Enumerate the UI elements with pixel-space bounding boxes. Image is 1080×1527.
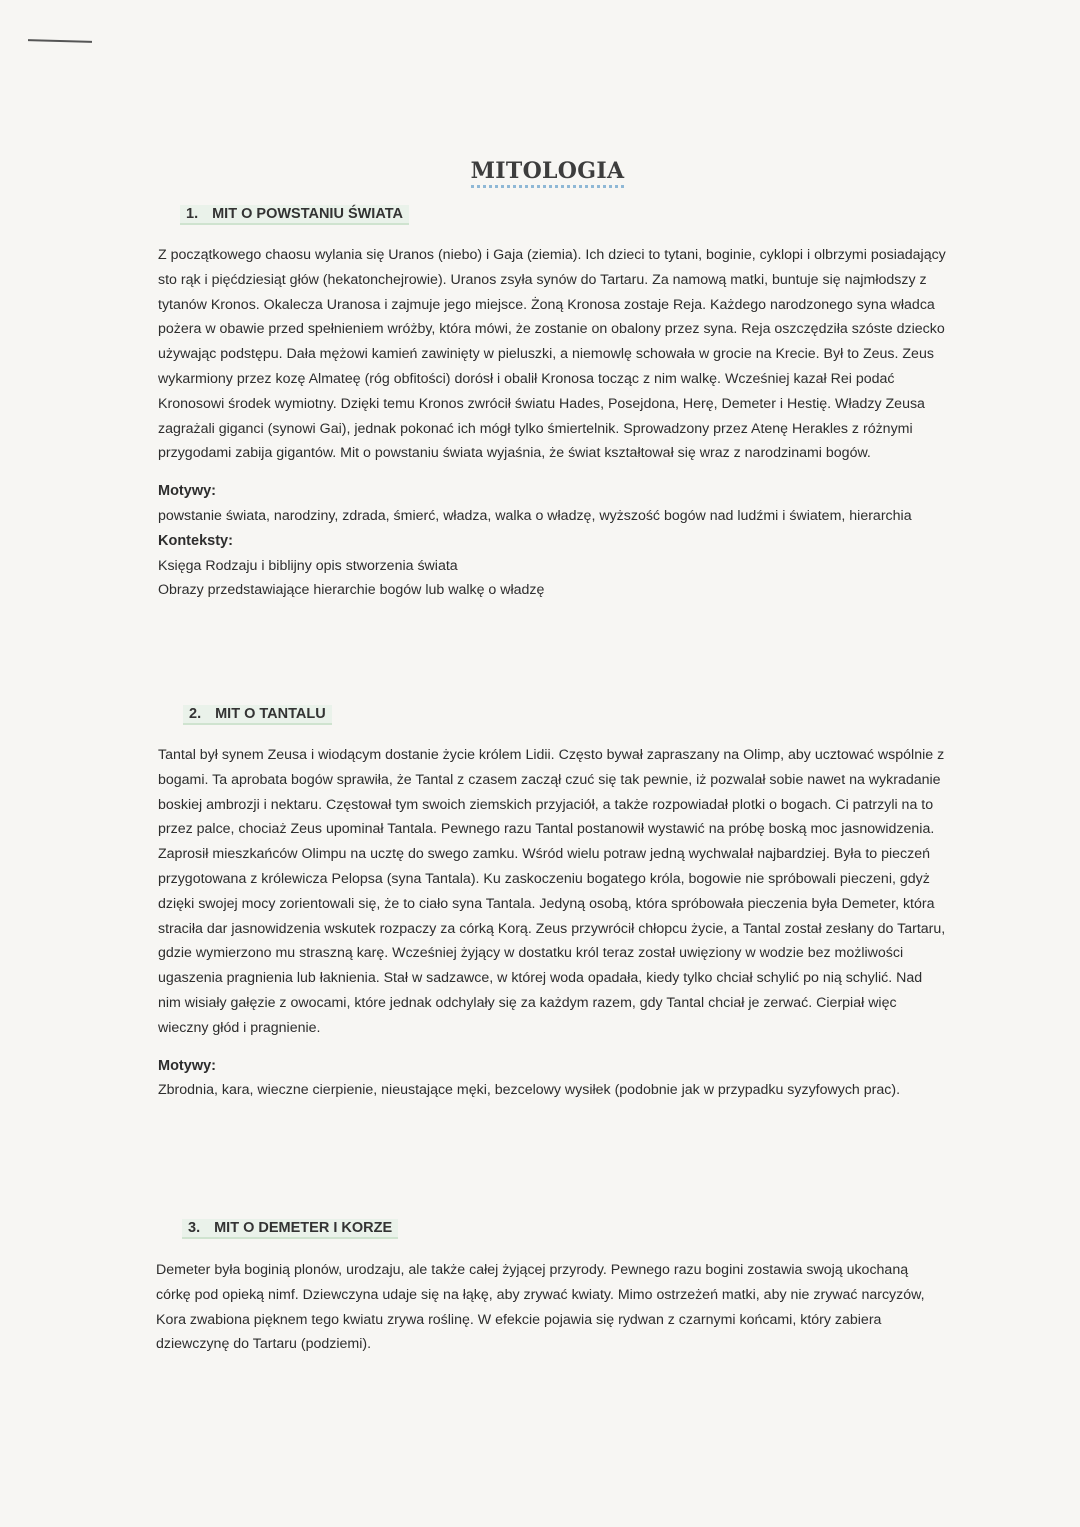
section-1-body [158,243,948,603]
section-1-context-item: Księga Rodzaju i biblijny opis stworzenia świata [158,557,458,574]
section-heading-3: 3. MIT O DEMETER I KORZE [182,1219,398,1239]
section-3-text: Demeter była boginią plonów, urodzaju, ale także całej żyjącej przyrody. Pewnego razu bogini zostawia swoją ukochaną córkę pod opieką nimf. Dziewczyna udaje się na łąkę, aby zrywać kwiaty. Mimo ostrzeżeń matki, aby nie zrywać narcyzów, Kora zwabiona pięknem tego kwiatu zrywa roślinę. W efekcie pojawia się rydwan z czarnymi końcami, który zabiera dziewczynę do Tartaru (podziemi). [156,1262,925,1353]
pen-mark [28,39,92,43]
section-1-motifs: powstanie świata, narodziny, zdrada, śmierć, władza, walka o władzę, wyższość bogów nad ludźmi i światem, hierarchia [158,507,912,524]
page-title: MITOLOGIA [0,158,1080,188]
section-2-motifs: Zbrodnia, kara, wieczne cierpienie, nieustające męki, bezcelowy wysiłek (podobnie jak w przypadku syzyfowych prac). [158,1082,901,1099]
section-2-motifs-label: Motywy: [158,1057,216,1074]
section-2-body [158,743,948,1103]
section-1-contexts-label: Konteksty: [158,532,233,549]
section-heading-2: 2. MIT O TANTALU [183,705,332,725]
section-1-motifs-label: Motywy: [158,483,216,500]
section-heading-1: 1. MIT O POWSTANIU ŚWIATA [180,205,409,225]
section-1-text: Z początkowego chaosu wylania się Uranos (niebo) i Gaja (ziemia). Ich dzieci to tytani, boginie, cyklopi i olbrzymi posiadający sto rąk i pięćdziesiąt głów (hekatonchejrowie). Uranos zsyła synów do Tartaru. Za namową matki, buntuje się najmłodszy z tytanów Kronos. Okalecza Uranosa i zajmuje jego miejsce. Żoną Kronosa zostaje Reja. Każdego narodzonego syna władca pożera w obawie przed spełnieniem wróżby, która mówi, że zostanie on obalony przez syna. Reja oszczędziła szóste dziecko używając podstępu. Dała mężowi kamień zawinięty w pieluszki, a niemowlę schowała w grocie na Krecie. Był to Zeus. Zeus wykarmiony przez kozę Almateę (róg obfitości) dorósł i obalił Kronosa tocząc z nim walkę. Wcześniej kazał Rei podać Kronosowi środek wymiotny. Dzięki temu Kronos zwrócił światu Hades, Posejdona, Herę, Demeter i Hestię. Władzy Zeusa zagrażali giganci (synowi Gai), jednak pokonać ich mógł tylko śmiertelnik. Sprowadzony przez Atenę Herakles z różnymi przygodami zabija gigantów. Mit o powstaniu świata wyjaśnia, że świat kształtował się wraz z narodzinami bogów. [158,247,946,462]
section-2-text: Tantal był synem Zeusa i wiodącym dostanie życie królem Lidii. Często bywał zapraszany na Olimp, aby ucztować wspólnie z bogami. Ta aprobata bogów sprawiła, że Tantal z czasem zaczął czuć się tak pewnie, iż pozwalał sobie nawet na wykradanie boskiej ambrozji i nektaru. Częstował tym swoich ziemskich przyjaciół, a także rozpowiadał plotki o bogach. Ci patrzyli na to przez palce, chociaż Zeus upominał Tantala. Pewnego razu Tantal postanowił wystawić na próbę boską moc jasnowidzenia. Zaprosił mieszkańców Olimpu na ucztę do swego zamku. Wśród wielu potraw jedną wychwalał najbardziej. Była to pieczeń przygotowana z królewicza Pelopsa (syna Tantala). Ku zaskoczeniu bogatego króla, bogowie nie spróbowali pieczeni, gdyż dzięki swojej mocy zorientowali się, że to ciało syna Tantala. Jedyną osobą, która spróbowała pieczenia była Demeter, która straciła dar jasnowidzenia wskutek rozpaczy za córką Korą. Zeus przywrócił chłopcu życie, a Tantal został zesłany do Tartaru, gdzie wymierzono mu straszną karę. Wcześniej żyjący w dostatku król teraz został uwięziony w wodzie bez możliwości ugaszenia pragnienia lub łaknienia. Stał w sadzawce, w której woda opadała, kiedy tylko chciał schylić po nią schylić. Nad nim wisiały gałęzie z owocami, które jednak odchylały się za każdym razem, gdy Tantal chciał je zerwać. Cierpiał więc wieczny głód i pragnienie. [158,747,946,1036]
section-1-context-item: Obrazy przedstawiające hierarchie bogów lub walkę o władzę [158,582,545,599]
section-3-body [156,1258,946,1357]
